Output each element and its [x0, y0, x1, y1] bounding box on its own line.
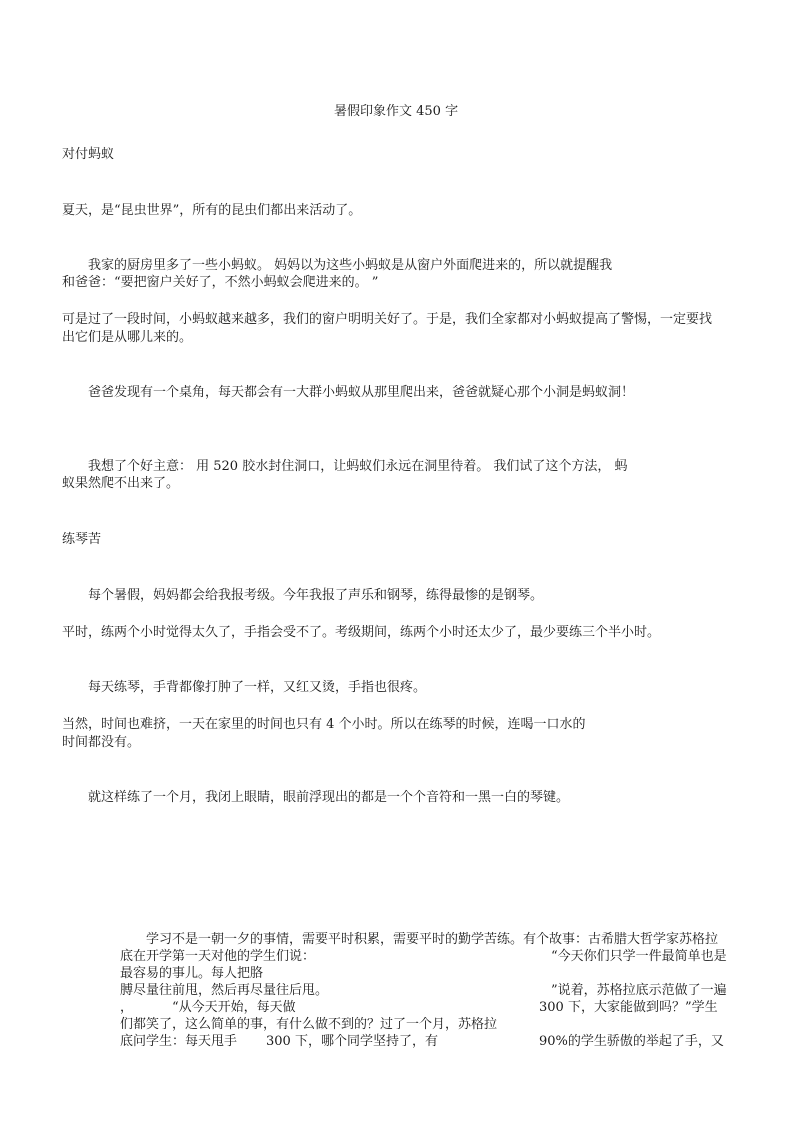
paragraph-line: 底在开学第一天对他的学生们说： [120, 949, 316, 964]
paragraph-line: 最容易的事儿。每人把胳 [120, 966, 264, 981]
document-title: 暑假印象作文 450 字 [334, 104, 459, 119]
paragraph: 每天练琴，手背都像打肿了一样，又红又烫，手指也很疼。 [88, 680, 427, 695]
paragraph-line: 们都笑了，这么简单的事，有什么做不到的？过了一个月，苏格拉 [120, 1017, 498, 1032]
paragraph-line: “今天你们只学一件最简单也是 [551, 949, 727, 964]
paragraph: 就这样练了一个月，我闭上眼睛，眼前浮现出的都是一个个音符和一黑一白的琴键。 [88, 790, 570, 805]
paragraph-line: 学习不是一朝一夕的事情，需要平时积累，需要平时的勤学苦练。有个故事：古希腊大哲学家苏格拉 [146, 932, 719, 947]
paragraph-line: 当然，时间也难挤，一天在家里的时间也只有 4 个小时。所以在练琴的时候，连喝一口水的 [62, 717, 586, 732]
section-heading-ants: 对付蚂蚁 [62, 147, 115, 162]
paragraph-line: 300 下，哪个同学坚持了，有 [266, 1034, 438, 1049]
paragraph-line: 膊尽量往前甩，然后再尽量往后甩。 [120, 983, 329, 998]
paragraph-line: ”说着，苏格拉底示范做了一遍 [551, 983, 727, 998]
paragraph-line: 和爸爸：“要把窗户关好了，不然小蚂蚁会爬进来的。 ” [62, 275, 379, 290]
paragraph-line: 可是过了一段时间，小蚂蚁越来越多，我们的窗户明明关好了。于是，我们全家都对小蚂蚁提高了警惕，一定要找 [62, 312, 713, 327]
paragraph-line: “从今天开始，每天做 [172, 1000, 296, 1015]
paragraph-line: 底问学生：每天甩手 [120, 1034, 238, 1049]
paragraph-line: ， [120, 1000, 134, 1015]
paragraph: 爸爸发现有一个桌角，每天都会有一大群小蚂蚁从那里爬出来，爸爸就疑心那个小洞是蚂蚁洞！ [88, 385, 635, 400]
paragraph: 平时，练两个小时觉得太久了，手指会受不了。考级期间，练两个小时还太少了，最少要练三个半小时。 [62, 625, 661, 640]
paragraph-line: 蚁果然爬不出来了。 [62, 476, 180, 491]
paragraph: 每个暑假，妈妈都会给我报考级。今年我报了声乐和钢琴，练得最惨的是钢琴。 [88, 588, 544, 603]
paragraph-line: 出它们是从哪儿来的。 [62, 330, 193, 345]
paragraph-line: 我想了个好主意： 用 520 胶水封住洞口，让蚂蚁们永远在洞里待着。 我们试了这个方法， 蚂 [88, 459, 628, 474]
paragraph: 夏天，是“昆虫世界”，所有的昆虫们都出来活动了。 [62, 203, 362, 218]
paragraph-line: 时间都没有。 [62, 735, 141, 750]
paragraph-line: 我家的厨房里多了一些小蚂蚁。 妈妈以为这些小蚂蚁是从窗户外面爬进来的，所以就提醒我 [88, 258, 613, 273]
paragraph-line: 300 下，大家能做到吗？”学生 [539, 1000, 718, 1015]
paragraph-line: 90%的学生骄傲的举起了手，又 [539, 1034, 724, 1049]
section-heading-piano: 练琴苦 [62, 532, 102, 547]
